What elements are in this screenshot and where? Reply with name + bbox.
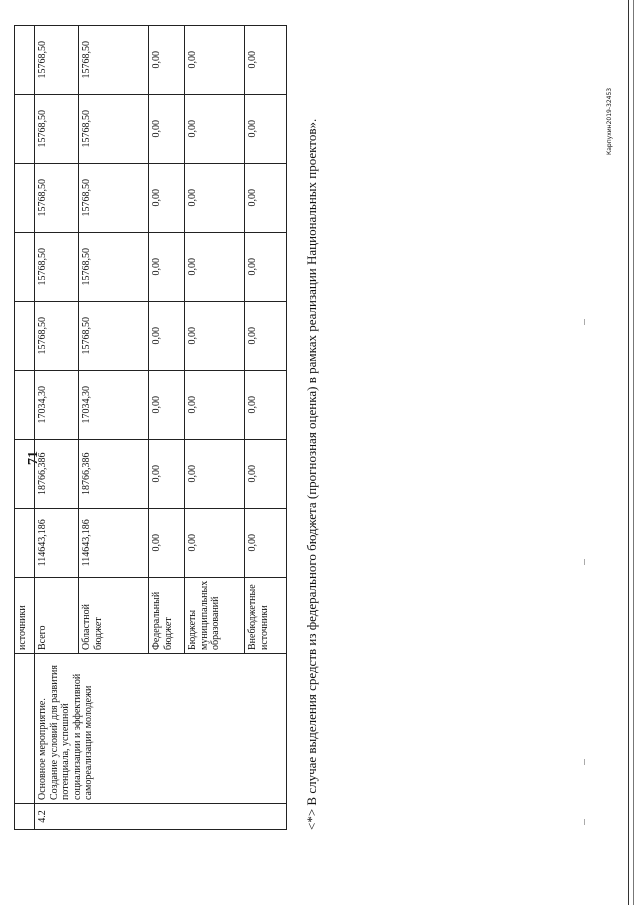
value-cell: 0,00 (245, 163, 287, 232)
value-cell: 15768,50 (79, 232, 149, 301)
value-cell: 17034,30 (35, 370, 79, 439)
value-cell: 15768,50 (79, 25, 149, 94)
scan-mark (584, 819, 585, 825)
header-col-2 (15, 439, 35, 508)
value-cell: 0,00 (245, 508, 287, 577)
header-col-3 (15, 370, 35, 439)
value-cell: 0,00 (149, 301, 185, 370)
table-header-row (15, 25, 35, 829)
value-cell: 15768,50 (35, 232, 79, 301)
value-cell: 15768,50 (35, 163, 79, 232)
header-col-1 (15, 508, 35, 577)
header-empty-cell (15, 654, 35, 804)
value-cell: 0,00 (185, 301, 245, 370)
header-col-6 (15, 163, 35, 232)
value-cell: 0,00 (149, 439, 185, 508)
value-cell: 0,00 (245, 94, 287, 163)
value-cell: 0,00 (149, 232, 185, 301)
value-cell: 0,00 (149, 25, 185, 94)
value-cell: 0,00 (149, 94, 185, 163)
event-name-cell: Основное мероприятие. Создание условий для развития потенциала, успешной социализации и эффективной самореализации молодежи (35, 654, 287, 804)
scan-mark (584, 319, 585, 325)
source-cell: Всего (35, 577, 79, 653)
value-cell: 0,00 (185, 370, 245, 439)
value-cell: 0,00 (245, 301, 287, 370)
table-body (15, 25, 287, 829)
page-number: 71 (26, 451, 41, 465)
document-stamp: Карпухин2019-32453 (606, 87, 613, 155)
source-cell: Бюджеты муниципальных образований (185, 577, 245, 653)
value-cell: 0,00 (245, 232, 287, 301)
value-cell: 0,00 (149, 370, 185, 439)
value-cell: 0,00 (245, 370, 287, 439)
value-cell: 15768,50 (79, 163, 149, 232)
row-number-cell: 4.2 (35, 804, 287, 830)
source-cell: Областной бюджет (79, 577, 149, 653)
value-cell: 17034,30 (79, 370, 149, 439)
source-cell: Внебюджетные источники (245, 577, 287, 653)
value-cell: 0,00 (185, 163, 245, 232)
value-cell: 15768,50 (79, 301, 149, 370)
header-sources: источники (15, 577, 35, 653)
budget-table (14, 25, 287, 830)
header-empty-cell (15, 804, 35, 830)
footnote-text: <*> В случае выделения средств из федерального бюджета (прогнозная оценка) в рамках реализации Национальных проектов». (304, 118, 319, 830)
header-col-8 (15, 25, 35, 94)
value-cell: 0,00 (185, 439, 245, 508)
header-col-5 (15, 232, 35, 301)
value-cell: 0,00 (149, 508, 185, 577)
value-cell: 0,00 (185, 25, 245, 94)
value-cell: 15768,50 (79, 94, 149, 163)
value-cell: 0,00 (149, 163, 185, 232)
header-col-4 (15, 301, 35, 370)
scan-mark (584, 559, 585, 565)
value-cell: 18766,386 (35, 439, 79, 508)
value-cell: 0,00 (185, 94, 245, 163)
source-cell: Федеральный бюджет (149, 577, 185, 653)
page-edge-line (628, 0, 629, 905)
scan-mark (584, 759, 585, 765)
value-cell: 0,00 (185, 232, 245, 301)
value-cell: 15768,50 (35, 301, 79, 370)
value-cell: 114643,186 (79, 508, 149, 577)
value-cell: 0,00 (185, 508, 245, 577)
value-cell: 0,00 (245, 439, 287, 508)
header-col-7 (15, 94, 35, 163)
value-cell: 15768,50 (35, 25, 79, 94)
value-cell: 0,00 (245, 25, 287, 94)
value-cell: 15768,50 (35, 94, 79, 163)
value-cell: 18766,386 (79, 439, 149, 508)
value-cell: 114643,186 (35, 508, 79, 577)
table-row (35, 25, 79, 829)
page-edge-line (633, 0, 634, 905)
